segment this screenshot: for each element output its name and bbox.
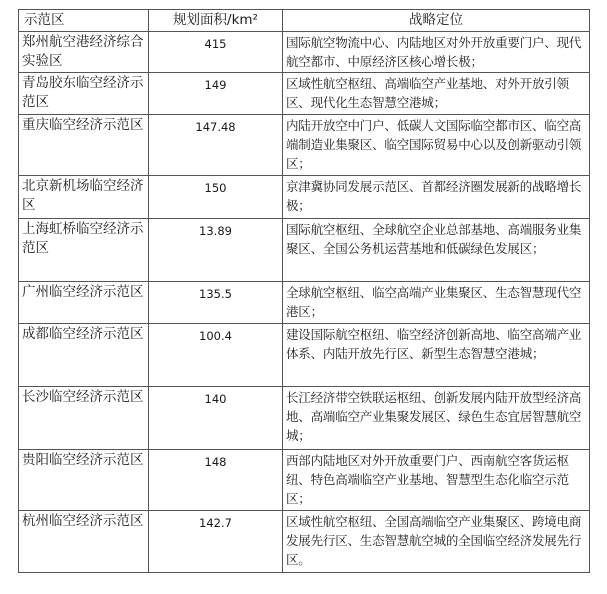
table-row: [19, 73, 590, 115]
zone-area: 140: [149, 387, 283, 450]
zone-name: 广州临空经济示范区: [19, 282, 149, 324]
header-zone: 示范区: [19, 10, 149, 32]
zone-name: 长沙临空经济示范区: [19, 387, 149, 450]
zone-name: 贵阳临空经济示范区: [19, 450, 149, 511]
zone-area: 135.5: [149, 282, 283, 324]
table-row: [19, 324, 590, 387]
zone-positioning: 区域性航空枢纽、全国高端临空产业集聚区、跨境电商发展先行区、生态智慧航空城的全国临空经济发展先行区。: [283, 511, 590, 573]
table-row: [19, 282, 590, 324]
zone-positioning: 全球航空枢纽、临空高端产业集聚区、生态智慧现代空港区；: [283, 282, 590, 324]
zone-area: 150: [149, 176, 283, 219]
zone-positioning: 长江经济带空铁联运枢纽、创新发展内陆开放型经济高地、高端临空产业集聚发展区、绿色生态宜居智慧航空城；: [283, 387, 590, 450]
zone-positioning: 京津冀协同发展示范区、首都经济圈发展新的战略增长极；: [283, 176, 590, 219]
zone-area: 415: [149, 32, 283, 73]
zone-name: 重庆临空经济示范区: [19, 115, 149, 176]
header-area: 规划面积/km²: [149, 10, 283, 32]
zone-area: 13.89: [149, 219, 283, 282]
table-row: [19, 219, 590, 282]
zone-positioning: 国际航空枢纽、全球航空企业总部基地、高端服务业集聚区、全国公务机运营基地和低碳绿色发展区；: [283, 219, 590, 282]
zone-positioning: 西部内陆地区对外开放重要门户、西南航空客货运枢纽、特色高端临空产业基地、智慧型生态化临空示范区；: [283, 450, 590, 511]
zone-area: 100.4: [149, 324, 283, 387]
table-row: [19, 511, 590, 573]
table-row: [19, 176, 590, 219]
zone-area: 148: [149, 450, 283, 511]
zone-positioning: 建设国际航空枢纽、临空经济创新高地、临空高端产业体系、内陆开放先行区、新型生态智慧空港城；: [283, 324, 590, 387]
zone-name: 青岛胶东临空经济示范区: [19, 73, 149, 115]
table-row: [19, 387, 590, 450]
table-row: [19, 32, 590, 73]
zone-positioning: 国际航空物流中心、内陆地区对外开放重要门户、现代航空都市、中原经济区核心增长极；: [283, 32, 590, 73]
zone-name: 郑州航空港经济综合实验区: [19, 32, 149, 73]
header-positioning: 战略定位: [283, 10, 590, 32]
demonstration-zones-table: [18, 9, 590, 573]
zone-positioning: 内陆开放空中门户、低碳人文国际临空都市区、临空高端制造业集聚区、临空国际贸易中心以及创新驱动引领区；: [283, 115, 590, 176]
header-row: [19, 10, 590, 32]
table-row: [19, 115, 590, 176]
zone-area: 147.48: [149, 115, 283, 176]
table-row: [19, 450, 590, 511]
zone-area: 142.7: [149, 511, 283, 573]
zone-positioning: 区域性航空枢纽、高端临空产业基地、对外开放引领区、现代化生态智慧空港城；: [283, 73, 590, 115]
zone-name: 上海虹桥临空经济示范区: [19, 219, 149, 282]
zone-area: 149: [149, 73, 283, 115]
zone-name: 成都临空经济示范区: [19, 324, 149, 387]
zone-name: 杭州临空经济示范区: [19, 511, 149, 573]
zone-name: 北京新机场临空经济区: [19, 176, 149, 219]
